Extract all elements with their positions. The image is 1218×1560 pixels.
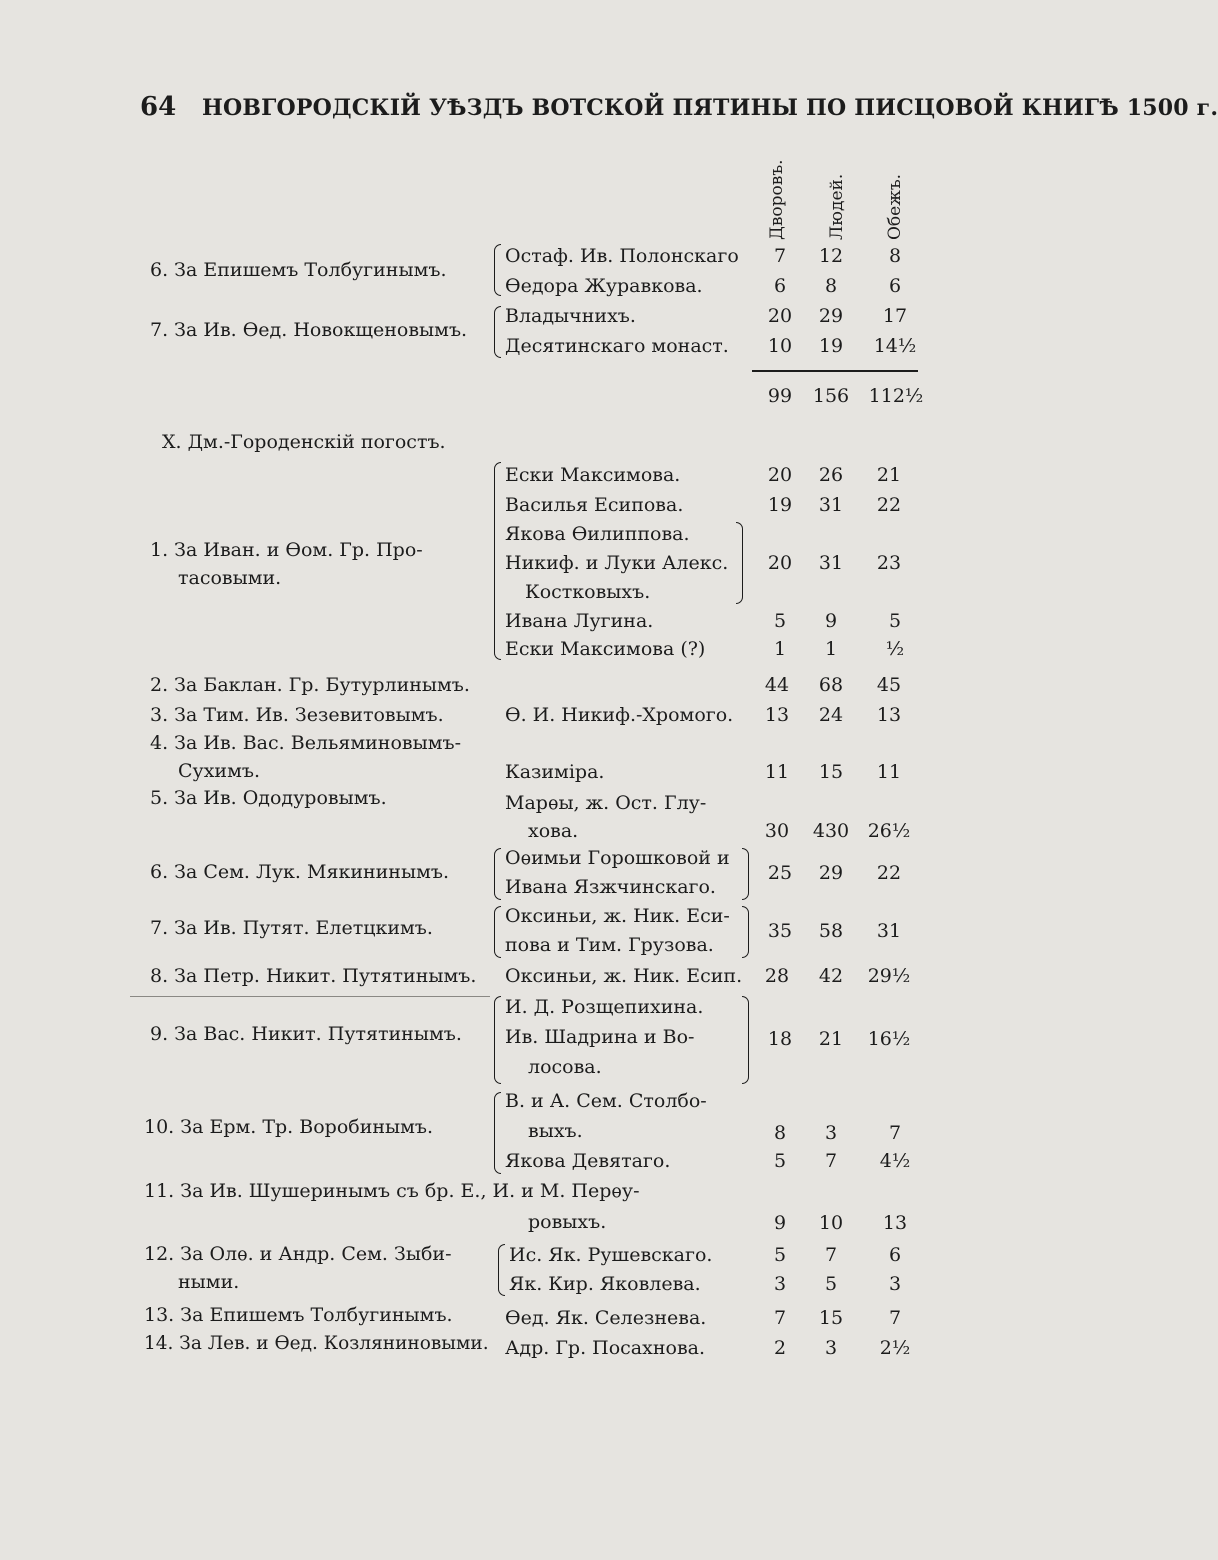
households-value: 25 bbox=[767, 862, 793, 884]
village-name: Владычнихъ. bbox=[505, 305, 636, 327]
obzhi-value: 7 bbox=[888, 1122, 902, 1144]
obzhi-value: 11 bbox=[876, 761, 902, 783]
brace bbox=[494, 244, 501, 296]
households-value: 20 bbox=[767, 464, 793, 486]
owner-label: 13. За Епишемъ Толбугинымъ. bbox=[144, 1304, 453, 1326]
owner-label: 1. За Иван. и Ѳом. Гр. Про- bbox=[150, 539, 423, 561]
obzhi-value: 7 bbox=[888, 1307, 902, 1329]
brace bbox=[494, 906, 501, 958]
owner-label-cont: Сухимъ. bbox=[178, 760, 261, 782]
column-header-people: Людей. bbox=[827, 173, 847, 240]
village-name: Ив. Шадрина и Во- bbox=[505, 1026, 695, 1048]
households-value: 8 bbox=[773, 1122, 787, 1144]
brace bbox=[494, 848, 501, 900]
households-value: 30 bbox=[764, 820, 790, 842]
people-value: 7 bbox=[824, 1150, 838, 1172]
village-name: Марѳы, ж. Ост. Глу- bbox=[505, 792, 707, 814]
people-value: 3 bbox=[824, 1122, 838, 1144]
people-value: 29 bbox=[818, 305, 844, 327]
brace-right bbox=[742, 996, 749, 1084]
households-value: 11 bbox=[764, 761, 790, 783]
obzhi-value: 13 bbox=[876, 704, 902, 726]
page-number: 64 bbox=[140, 92, 177, 122]
total-rule bbox=[752, 370, 918, 372]
village-name: Ѳед. Як. Селезнева. bbox=[505, 1307, 707, 1329]
people-value: 1 bbox=[824, 638, 838, 660]
households-value: 44 bbox=[764, 674, 790, 696]
village-name: Адр. Гр. Посахнова. bbox=[505, 1337, 706, 1359]
people-value: 21 bbox=[818, 1028, 844, 1050]
village-name: Ески Максимова (?) bbox=[505, 638, 706, 660]
village-name-cont: хова. bbox=[528, 820, 579, 842]
households-value: 9 bbox=[773, 1212, 787, 1234]
households-value: 18 bbox=[767, 1028, 793, 1050]
households-value: 28 bbox=[764, 965, 790, 987]
brace-right bbox=[736, 522, 743, 604]
people-value: 15 bbox=[818, 1307, 844, 1329]
people-value: 19 bbox=[818, 335, 844, 357]
owner-label: 12. За Олѳ. и Андр. Сем. Зыби- bbox=[144, 1243, 452, 1265]
people-value: 8 bbox=[824, 275, 838, 297]
owner-label: 14. За Лев. и Ѳед. Козляниновыми. bbox=[144, 1333, 489, 1354]
obzhi-value: 29½ bbox=[867, 965, 911, 987]
village-name: Оксиньи, ж. Ник. Еси- bbox=[505, 905, 730, 927]
people-value: 3 bbox=[824, 1337, 838, 1359]
obzhi-value: 16½ bbox=[867, 1028, 911, 1050]
brace bbox=[494, 996, 501, 1084]
page-title: НОВГОРОДСКІЙ УѢЗДЪ ВОТСКОЙ ПЯТИНЫ ПО ПИСЦОВОЙ КНИГѢ 1500 г. bbox=[202, 95, 1218, 121]
households-value: 7 bbox=[773, 1307, 787, 1329]
households-value: 20 bbox=[767, 552, 793, 574]
village-name: Оѳимьи Горошковой и bbox=[505, 847, 730, 869]
households-value: 2 bbox=[773, 1337, 787, 1359]
village-name: пова и Тим. Грузова. bbox=[505, 934, 714, 956]
village-name: Остаф. Ив. Полонскаго bbox=[505, 245, 739, 267]
households-value: 6 bbox=[773, 275, 787, 297]
owner-label: 10. За Ерм. Тр. Воробинымъ. bbox=[144, 1116, 434, 1138]
obzhi-value: 6 bbox=[888, 275, 902, 297]
obzhi-value: 22 bbox=[876, 862, 902, 884]
village-name-cont: лосова. bbox=[528, 1056, 602, 1078]
households-value: 5 bbox=[773, 1150, 787, 1172]
people-value: 31 bbox=[818, 494, 844, 516]
village-name: И. Д. Розщепихина. bbox=[505, 996, 704, 1018]
people-value: 10 bbox=[818, 1212, 844, 1234]
obzhi-value: 13 bbox=[882, 1212, 908, 1234]
brace bbox=[498, 1244, 505, 1296]
obzhi-value: ½ bbox=[885, 638, 905, 660]
obzhi-value: 8 bbox=[888, 245, 902, 267]
owner-label-cont: ными. bbox=[178, 1271, 240, 1293]
total-obzhi: 112½ bbox=[868, 385, 924, 407]
total-households: 99 bbox=[767, 385, 793, 407]
people-value: 24 bbox=[818, 704, 844, 726]
village-name: Якова Ѳилиппова. bbox=[505, 523, 690, 545]
obzhi-value: 5 bbox=[888, 610, 902, 632]
obzhi-value: 3 bbox=[888, 1273, 902, 1295]
households-value: 5 bbox=[773, 1244, 787, 1266]
brace bbox=[494, 462, 501, 660]
people-value: 9 bbox=[824, 610, 838, 632]
owner-label: 7. За Ив. Путят. Елетцкимъ. bbox=[150, 917, 433, 939]
total-people: 156 bbox=[812, 385, 850, 407]
households-value: 1 bbox=[773, 638, 787, 660]
column-header-obzhi: Обежъ. bbox=[885, 173, 905, 240]
people-value: 68 bbox=[818, 674, 844, 696]
village-name: Якова Девятаго. bbox=[505, 1150, 671, 1172]
owner-label: 4. За Ив. Вас. Вельяминовымъ- bbox=[150, 732, 461, 754]
obzhi-value: 4½ bbox=[879, 1150, 911, 1172]
village-name: Десятинскаго монаст. bbox=[505, 335, 729, 357]
households-value: 19 bbox=[767, 494, 793, 516]
owner-label: 11. За Ив. Шушеринымъ съ бр. Е., И. и М. Перѳу- bbox=[144, 1180, 640, 1202]
running-header bbox=[140, 92, 1218, 132]
brace-right bbox=[742, 906, 749, 958]
people-value: 58 bbox=[818, 920, 844, 942]
village-name: Як. Кир. Яковлева. bbox=[509, 1273, 701, 1295]
obzhi-value: 26½ bbox=[867, 820, 911, 842]
obzhi-value: 23 bbox=[876, 552, 902, 574]
brace-right bbox=[742, 848, 749, 900]
households-value: 5 bbox=[773, 610, 787, 632]
people-value: 31 bbox=[818, 552, 844, 574]
households-value: 20 bbox=[767, 305, 793, 327]
people-value: 42 bbox=[818, 965, 844, 987]
obzhi-value: 22 bbox=[876, 494, 902, 516]
owner-label: 7. За Ив. Ѳед. Новокщеновымъ. bbox=[150, 319, 468, 341]
brace bbox=[494, 1092, 501, 1174]
owner-label: 2. За Баклан. Гр. Бутурлинымъ. bbox=[150, 674, 470, 696]
column-header-households: Дворовъ. bbox=[767, 159, 787, 240]
owner-label: 5. За Ив. Ододуровымъ. bbox=[150, 787, 387, 809]
village-name: В. и А. Сем. Столбо- bbox=[505, 1090, 707, 1112]
people-value: 15 bbox=[818, 761, 844, 783]
village-name: Казиміра. bbox=[505, 761, 605, 783]
owner-label: 6. За Епишемъ Толбугинымъ. bbox=[150, 259, 447, 281]
owner-label: 6. За Сем. Лук. Мякининымъ. bbox=[150, 861, 449, 883]
divider bbox=[130, 996, 490, 997]
village-name: Ѳ. И. Никиф.-Хромого. bbox=[505, 704, 734, 726]
obzhi-value: 17 bbox=[882, 305, 908, 327]
people-value: 7 bbox=[824, 1244, 838, 1266]
village-name: Оксиньи, ж. Ник. Есип. bbox=[505, 965, 743, 987]
people-value: 29 bbox=[818, 862, 844, 884]
people-value: 26 bbox=[818, 464, 844, 486]
village-name-cont: ровыхъ. bbox=[528, 1211, 607, 1233]
owner-label: 9. За Вас. Никит. Путятинымъ. bbox=[150, 1023, 462, 1045]
people-value: 5 bbox=[824, 1273, 838, 1295]
households-value: 3 bbox=[773, 1273, 787, 1295]
households-value: 10 bbox=[767, 335, 793, 357]
village-name-cont: Костковыхъ. bbox=[525, 581, 651, 603]
obzhi-value: 21 bbox=[876, 464, 902, 486]
obzhi-value: 31 bbox=[876, 920, 902, 942]
owner-label: 3. За Тим. Ив. Зезевитовымъ. bbox=[150, 704, 444, 726]
households-value: 7 bbox=[773, 245, 787, 267]
village-name: Ис. Як. Рушевскаго. bbox=[509, 1244, 713, 1266]
section-heading: X. Дм.-Городенскій погостъ. bbox=[162, 431, 446, 453]
village-name: Ивана Лугина. bbox=[505, 610, 654, 632]
owner-label-cont: тасовыми. bbox=[178, 567, 282, 589]
village-name: Никиф. и Луки Алекс. bbox=[505, 552, 729, 574]
village-name-cont: выхъ. bbox=[528, 1120, 583, 1142]
brace bbox=[494, 306, 501, 358]
people-value: 430 bbox=[812, 820, 850, 842]
households-value: 13 bbox=[764, 704, 790, 726]
village-name: Ѳедора Журавкова. bbox=[505, 275, 703, 297]
obzhi-value: 45 bbox=[876, 674, 902, 696]
people-value: 12 bbox=[818, 245, 844, 267]
village-name: Ески Максимова. bbox=[505, 464, 681, 486]
village-name: Ивана Язжчинскаго. bbox=[505, 876, 716, 898]
households-value: 35 bbox=[767, 920, 793, 942]
obzhi-value: 6 bbox=[888, 1244, 902, 1266]
obzhi-value: 2½ bbox=[879, 1337, 911, 1359]
owner-label: 8. За Петр. Никит. Путятинымъ. bbox=[150, 965, 477, 987]
obzhi-value: 14½ bbox=[873, 335, 917, 357]
village-name: Василья Есипова. bbox=[505, 494, 684, 516]
